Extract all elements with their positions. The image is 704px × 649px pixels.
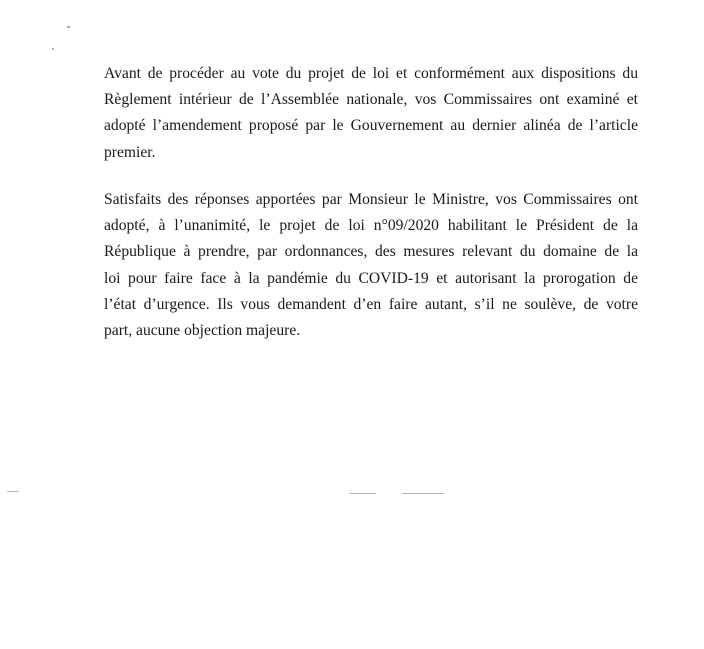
scan-speck: [67, 26, 70, 28]
paragraph-adoption: [104, 187, 638, 344]
text-line: adopté l’amendement proposé par le Gouvernement au dernier alinéa de l’article: [104, 117, 638, 135]
text-line: République à prendre, par ordonnances, des mesures relevant du domaine de la: [104, 243, 638, 261]
text-line: premier.: [104, 143, 156, 161]
scan-mark: [349, 493, 376, 494]
paragraph-amendment: [104, 61, 638, 166]
scan-mark: [402, 493, 444, 494]
text-line: loi pour faire face à la pandémie du COVID-19 et autorisant la prorogation de: [104, 269, 638, 287]
text-line: Règlement intérieur de l’Assemblée nationale, vos Commissaires ont examiné et: [104, 91, 638, 109]
text-line: Satisfaits des réponses apportées par Monsieur le Ministre, vos Commissaires ont: [104, 191, 638, 208]
text-line: l’état d’urgence. Ils vous demandent d’en faire autant, s’il ne soulève, de votre: [104, 295, 638, 313]
text-line: adopté, à l’unanimité, le projet de loi n°09/2020 habilitant le Président de la: [104, 217, 638, 235]
scan-speck: [52, 48, 54, 50]
text-line: Avant de procéder au vote du projet de loi et conformément aux dispositions du: [104, 65, 638, 82]
scan-mark: [7, 491, 19, 492]
text-line: part, aucune objection majeure.: [104, 322, 301, 340]
